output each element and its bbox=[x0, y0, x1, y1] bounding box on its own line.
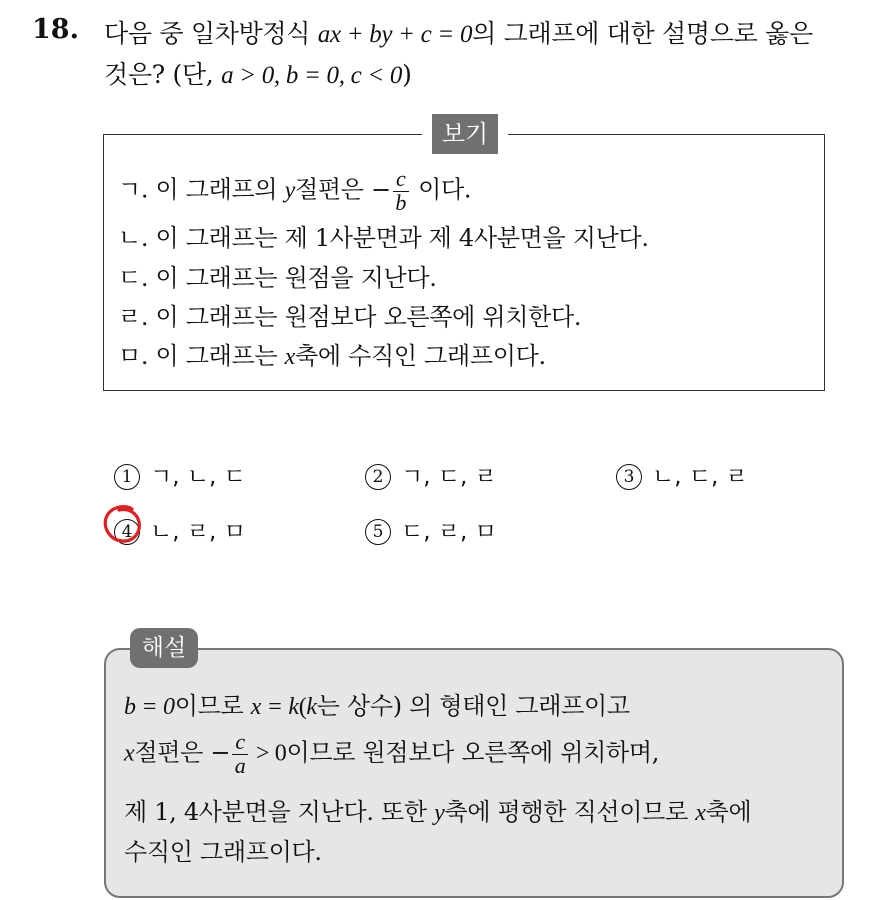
fraction-numerator: c bbox=[235, 729, 245, 754]
question-text-part: 것은? (단, bbox=[104, 60, 222, 89]
fraction-denominator: a bbox=[234, 753, 246, 778]
choice-number: 2 bbox=[365, 464, 391, 490]
condition: a > 0, b = 0, c < 0 bbox=[221, 62, 403, 89]
question-text-part: 다음 중 일차방정식 bbox=[104, 19, 318, 48]
choice-text: ㄱ, ㄴ, ㄷ bbox=[150, 464, 246, 490]
bogi-item-text: 절편은 − bbox=[294, 175, 391, 204]
solution-label: 해설 bbox=[130, 628, 198, 668]
answer-circle-mark-icon bbox=[102, 503, 144, 545]
question-number: 18. bbox=[32, 14, 79, 45]
solution-text: 는 상수) 의 형태인 그래프이고 bbox=[316, 692, 630, 720]
question-text-part: 의 그래프에 대한 설명으로 옳은 bbox=[472, 19, 813, 48]
question-text bbox=[104, 14, 874, 96]
bogi-item-text: ㅁ. 이 그래프는 bbox=[118, 342, 285, 370]
bogi-item-2: ㄴ. 이 그래프는 제 1사분면과 제 4사분면을 지난다. bbox=[118, 224, 649, 252]
choice-text: ㄴ, ㄷ, ㄹ bbox=[652, 464, 748, 490]
bogi-label: 보기 bbox=[432, 114, 498, 154]
equation: b = 0 bbox=[124, 694, 175, 720]
choice-number: 1 bbox=[114, 464, 140, 490]
bogi-item-text: 이다. bbox=[410, 175, 472, 204]
solution-text: 이므로 원점보다 오른쪽에 위치하며, bbox=[286, 738, 660, 767]
choice-number: 3 bbox=[616, 464, 642, 490]
solution-line-3 bbox=[124, 792, 751, 827]
bogi-item-1 bbox=[118, 168, 471, 214]
choice-text: ㄴ, ㄹ, ㅁ bbox=[150, 519, 246, 545]
choice-number: 5 bbox=[365, 519, 391, 545]
solution-text: 축에 평행한 직선이므로 bbox=[444, 798, 696, 826]
variable: x bbox=[695, 800, 706, 826]
bogi-item-5 bbox=[118, 336, 546, 371]
variable: x bbox=[124, 740, 135, 767]
fraction-denominator: b bbox=[395, 190, 407, 215]
solution-line-4: 수직인 그래프이다. bbox=[124, 838, 322, 866]
fraction bbox=[232, 731, 248, 777]
solution-line-2 bbox=[124, 731, 659, 777]
bogi-item-3: ㄷ. 이 그래프는 원점을 지난다. bbox=[118, 264, 437, 292]
fraction-numerator: c bbox=[396, 166, 406, 191]
choice-1[interactable] bbox=[114, 458, 246, 491]
question-text-part: ) bbox=[402, 60, 412, 89]
choice-text: ㄱ, ㄷ, ㄹ bbox=[401, 464, 497, 490]
solution-text: ( bbox=[298, 694, 307, 720]
bogi-item-text: ㄱ. 이 그래프의 bbox=[118, 175, 285, 204]
fraction bbox=[393, 168, 409, 214]
bogi-item-text: 축에 수직인 그래프이다. bbox=[294, 342, 546, 370]
variable: y bbox=[434, 800, 445, 826]
equation: ax + by + c = 0 bbox=[317, 21, 473, 48]
choice-number: 4 bbox=[114, 519, 140, 545]
solution-text: 절편은 − bbox=[134, 738, 231, 767]
variable: y bbox=[284, 177, 295, 204]
variable: k bbox=[306, 694, 317, 720]
variable: x bbox=[284, 344, 295, 370]
choice-5[interactable] bbox=[365, 513, 497, 546]
equation: x = k bbox=[250, 694, 299, 720]
choice-text: ㄷ, ㄹ, ㅁ bbox=[401, 519, 497, 545]
solution-text: 제 1, 4사분면을 지난다. 또한 bbox=[124, 798, 435, 826]
choice-3[interactable] bbox=[616, 458, 748, 491]
solution-line-1 bbox=[124, 686, 630, 721]
solution-text: > 0 bbox=[250, 740, 287, 767]
solution-text: 이므로 bbox=[174, 692, 251, 720]
solution-text: 축에 bbox=[705, 798, 752, 826]
bogi-item-4: ㄹ. 이 그래프는 원점보다 오른쪽에 위치한다. bbox=[118, 303, 582, 331]
choice-2[interactable] bbox=[365, 458, 497, 491]
